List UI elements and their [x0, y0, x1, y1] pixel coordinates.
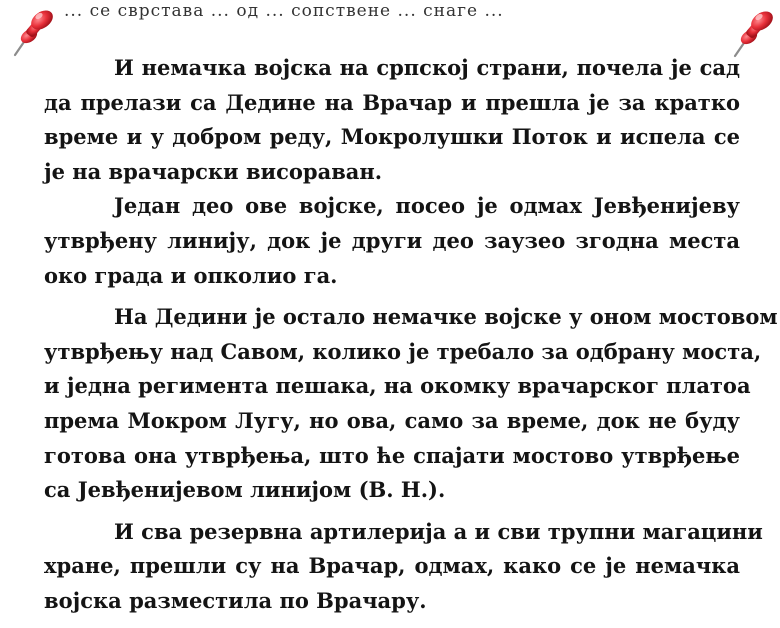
text-line: И немачка војска на српској страни, почела је сад	[114, 55, 740, 80]
text-line: утврђену линију, док је други део заузео згодна места	[44, 227, 740, 253]
text-line: утврђењу над Савом, колико је требало за одбрану моста,	[44, 338, 762, 364]
text-line: На Дедини је остало немачке војске у оном мостовом	[114, 304, 778, 330]
paragraph-2	[44, 189, 744, 293]
cropped-top-line: ... се сврстава ... од ... сопствене ... снаге ...	[64, 1, 504, 21]
text-line: да прелази са Дедине на Врачар и прешла је за кратко	[44, 89, 740, 115]
document-body	[44, 51, 778, 619]
text-line: време и у добром реду, Мокролушки Поток и испела се	[44, 124, 740, 150]
text-line: готова она утврђења, што ће спајати мостово утврђење	[44, 442, 740, 468]
text-line: војска разместила по Врачару.	[44, 587, 427, 613]
text-line: И сва резервна артилерија а и сви трупни магацини	[114, 518, 763, 544]
text-line: са Јевђенијевом линијом (В. Н.).	[44, 477, 446, 503]
text-line: око града и опколио га.	[44, 262, 338, 288]
text-line: и једна регимента пешака, на окомку врачарског платоа	[44, 373, 751, 399]
text-line: Један део ове војске, посео је одмах Јевђенијеву	[114, 193, 740, 219]
paragraph-3	[44, 300, 778, 508]
text-line: хране, прешли су на Врачар, одмах, како се је немачка	[44, 553, 740, 579]
pushpin-icon	[12, 5, 58, 57]
text-line: према Мокром Лугу, но ова, само за време, док не буду	[44, 407, 740, 433]
text-line: је на врачарски висораван.	[44, 158, 383, 184]
paragraph-1	[44, 51, 744, 189]
paragraph-4	[44, 515, 763, 619]
